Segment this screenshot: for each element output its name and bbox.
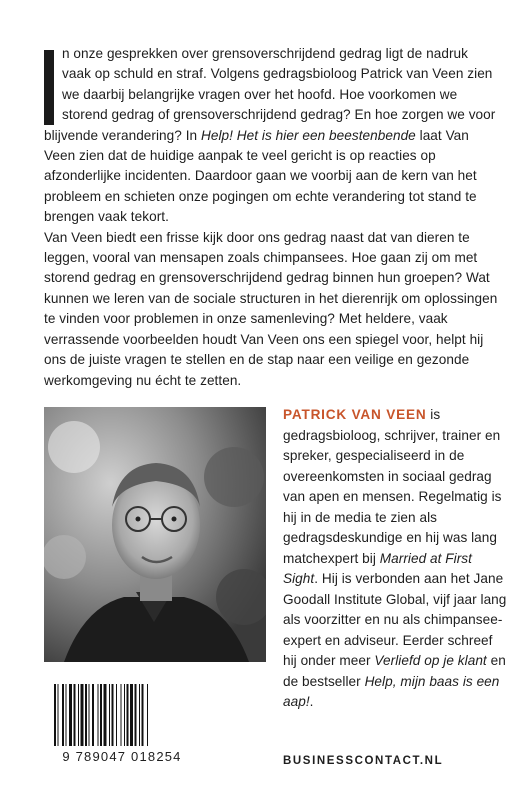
barcode: [44, 680, 200, 766]
author-bio: PATRICK VAN VEEN is gedragsbioloog, schrijver, trainer en spreker, gespecialiseerd in de overeenkomsten in sociaal gedrag van apen en mensen. Regelmatig is hij in de media te zien als gedragsdeskundige en hij was lang matchexpert bij Married at First Sight. Hij is verbonden aan het Jane Goodall Institute Global, vijf jaar lang als voorzitter en nu als chimpansee-expert en adviseur. Eerder schreef hij onder meer Verliefd op je klant en de bestseller Help, mijn baas is een aap!.: [283, 407, 507, 709]
barcode-bar: [62, 684, 64, 746]
barcode-bar: [121, 684, 122, 746]
barcode-bar: [54, 684, 56, 746]
barcode-bar: [142, 684, 144, 746]
barcode-bar: [127, 684, 129, 746]
barcode-bar: [74, 684, 76, 746]
barcode-bar: [98, 684, 99, 746]
barcode-bar: [139, 684, 140, 746]
blurb-paragraph-1: n onze gesprekken over grensoverschrijdend gedrag ligt de nadruk vaak op schuld en straf. Volgens gedragsbioloog Patrick van Veen zien we daarbij belangrijke vragen over het hoofd. Hoe voorkomen we storend gedrag of grensoverschrijdend gedrag? En hoe zorgen we voor blijvende verandering? In Help! Het is hier een beestenbende laat Van Veen zien dat de huidige aanpak te veel gericht is op reacties op afzonderlijke incidenten. Daardoor gaan we voorbij aan de kern van het probleem en schieten onze pogingen om echte verandering tot stand te brengen vaak tekort.: [44, 46, 496, 225]
drop-cap-i: [44, 50, 54, 125]
barcode-bar: [78, 684, 79, 746]
barcode-bar: [85, 684, 87, 746]
isbn-number: 9 789047 018254: [62, 749, 182, 764]
barcode-bar: [92, 684, 94, 746]
barcode-bar: [135, 684, 137, 746]
barcode-bar: [130, 684, 133, 746]
author-photo: [44, 407, 266, 662]
blurb: [44, 44, 498, 391]
book-title-2: Help, mijn baas is een aap!: [283, 673, 500, 709]
book-title: Help! Het is hier een beestenbende: [200, 127, 416, 143]
barcode-bar: [104, 684, 107, 746]
barcode-bar: [66, 684, 67, 746]
barcode-bar: [112, 684, 114, 746]
barcode-bar: [89, 684, 90, 746]
barcode-bar: [147, 684, 148, 746]
blurb-paragraph-2: Van Veen biedt een frisse kijk door ons gedrag naast dat van dieren te leggen, vooral van mensapen zoals chimpansees. Hoe gaan zij om met storend gedrag en grensoverschrijdend gedrag binnen hun groepen? Wat kunnen we leren van de sociale structuren in het dierenrijk om oplossingen te vinden voor problemen in onze samenleving? Met heldere, vaak verrassende voorbeelden houdt Van Veen ons een spiegel voor, helpt hij ons de juiste vragen te stellen en de stap naar een veilige en gezonde werkomgeving nu écht te zetten.: [44, 229, 498, 388]
barcode-bar: [81, 684, 84, 746]
author-name: PATRICK VAN VEEN: [283, 407, 427, 422]
publisher-website: BUSINESSCONTACT.NL: [283, 755, 444, 767]
barcode-bar: [69, 684, 72, 746]
barcode-bar: [124, 684, 125, 746]
barcode-bar: [116, 684, 117, 746]
tv-show-title: Married at First Sight: [283, 550, 472, 586]
barcode-bar: [109, 684, 110, 746]
book-title-1: Verliefd op je klant: [374, 653, 487, 668]
barcode-bar: [100, 684, 102, 746]
barcode-bar: [58, 684, 59, 746]
